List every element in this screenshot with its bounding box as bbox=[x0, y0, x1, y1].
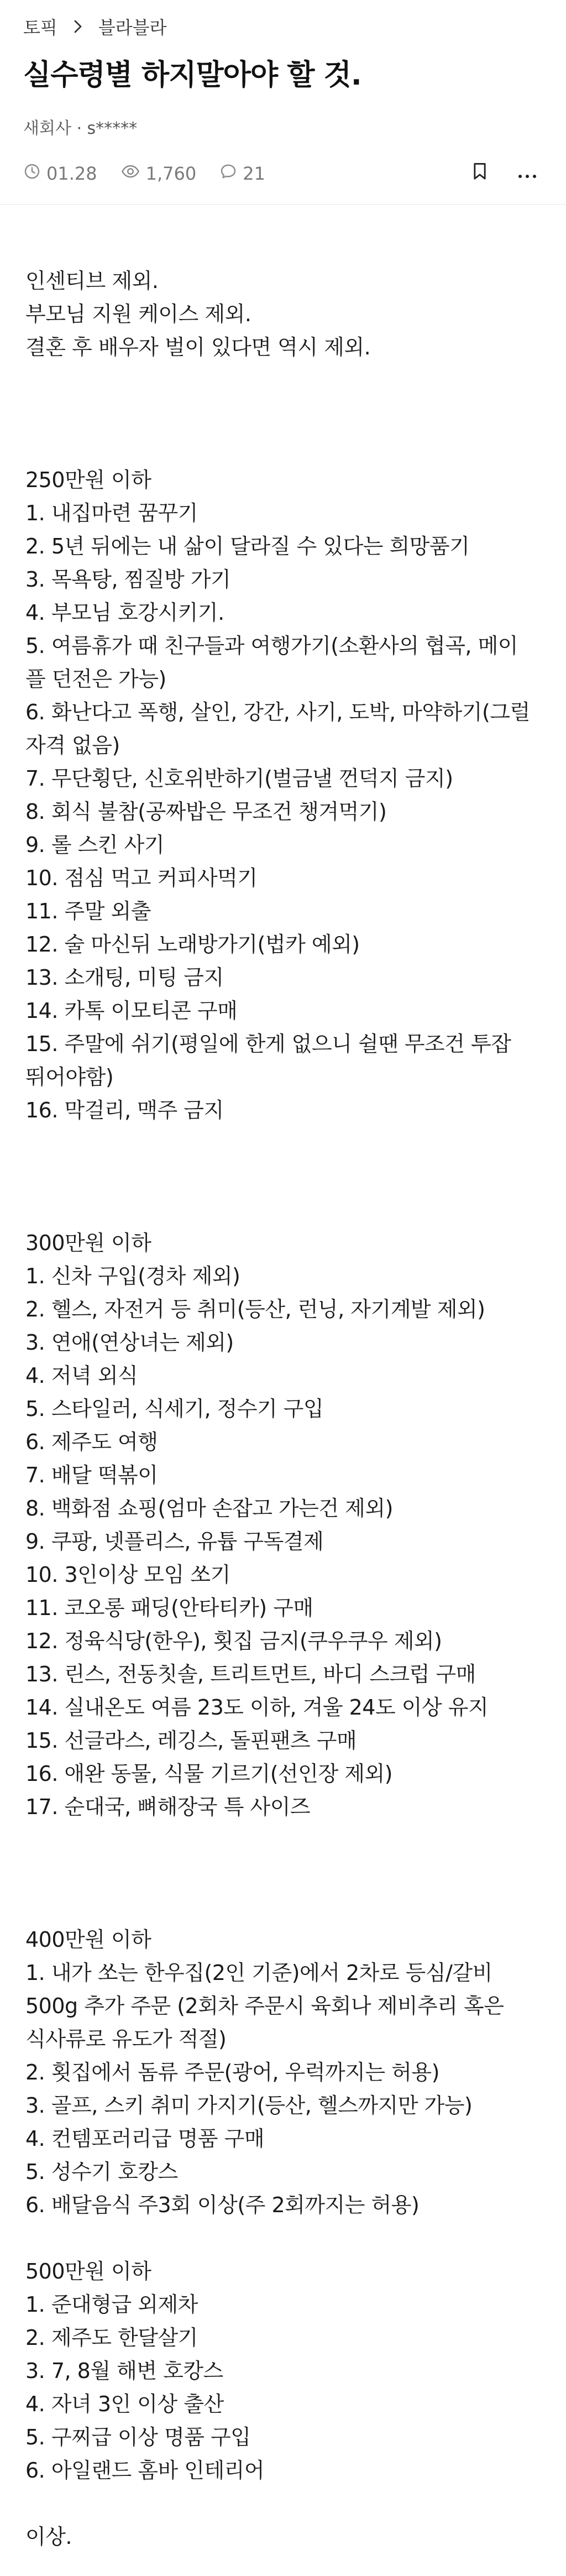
list-item: 5. 여름휴가 때 친구들과 여행가기(소환사의 협곡, 메이 bbox=[25, 634, 518, 658]
list-item: 1. 신차 구입(경차 제외) bbox=[25, 1264, 240, 1288]
list-item: 15. 선글라스, 레깅스, 돌핀팬츠 구매 bbox=[25, 1728, 357, 1753]
list-item: 17. 순대국, 뼈해장국 특 사이즈 bbox=[25, 1795, 311, 1819]
breadcrumb-topic[interactable]: 토픽 bbox=[23, 17, 57, 38]
post-views-value: 1,760 bbox=[145, 163, 197, 184]
post-date-value: 01.28 bbox=[46, 163, 97, 184]
list-item: 3. 연애(연상녀는 제외) bbox=[25, 1330, 234, 1355]
list-item: 6. 제주도 여행 bbox=[25, 1430, 158, 1454]
list-item: 2. 횟집에서 돔류 주문(광어, 우럭까지는 허용) bbox=[25, 2060, 439, 2084]
spacer bbox=[25, 231, 543, 264]
chevron-right-icon bbox=[70, 18, 86, 35]
list-item: 2. 5년 뒤에는 내 삶이 달라질 수 있다는 희망품기 bbox=[25, 534, 470, 558]
list-item: 자격 없음) bbox=[25, 733, 120, 757]
list-item: 7. 무단횡단, 신호위반하기(벌금낼 껀덕지 금지) bbox=[25, 766, 453, 791]
breadcrumb bbox=[0, 0, 566, 53]
list-item: 12. 정육식당(한우), 횟집 금지(쿠우쿠우 제외) bbox=[25, 1629, 442, 1653]
list-item: 6. 화난다고 폭행, 살인, 강간, 사기, 도박, 마약하기(그럴 bbox=[25, 700, 530, 724]
section-heading: 500만원 이하 bbox=[25, 2259, 151, 2284]
list-item: 1. 내집마련 꿈꾸기 bbox=[25, 501, 198, 525]
list-item: 13. 린스, 전동칫솔, 트리트먼트, 바디 스크럽 구매 bbox=[25, 1662, 476, 1686]
list-item: 15. 주말에 쉬기(평일에 한게 없으니 쉴땐 무조건 투잡 bbox=[25, 1032, 511, 1056]
list-item: 2. 헬스, 자전거 등 취미(등산, 런닝, 자기계발 제외) bbox=[25, 1297, 485, 1321]
list-item: 14. 실내온도 여름 23도 이하, 겨울 24도 이상 유지 bbox=[25, 1695, 489, 1720]
comment-icon bbox=[219, 163, 243, 185]
more-icon bbox=[517, 163, 537, 184]
post-meta bbox=[0, 143, 566, 205]
post-title: 실수령별 하지말아야 할 것. bbox=[23, 59, 361, 92]
list-item: 7. 배달 떡볶이 bbox=[25, 1463, 158, 1487]
list-item: 1. 내가 쏘는 한우집(2인 기준)에서 2차로 등심/갈비 bbox=[25, 1961, 492, 1985]
list-item: 4. 컨템포러리급 명품 구매 bbox=[25, 2126, 265, 2151]
list-item: 11. 코오롱 패딩(안타티카) 구매 bbox=[25, 1596, 313, 1620]
section-heading: 400만원 이하 bbox=[25, 1927, 151, 1952]
intro-line: 부모님 지원 케이스 제외. bbox=[25, 302, 251, 326]
list-item: 플 던전은 가능) bbox=[25, 667, 166, 691]
list-item: 14. 카톡 이모티콘 구매 bbox=[25, 999, 238, 1023]
bookmark-button[interactable] bbox=[464, 158, 495, 189]
intro-line: 결혼 후 배우자 벌이 있다면 역시 제외. bbox=[25, 335, 371, 359]
list-item: 16. 막걸리, 맥주 금지 bbox=[25, 1098, 224, 1122]
list-item: 11. 주말 외출 bbox=[25, 899, 151, 923]
list-item: 4. 부모님 호강시키기. bbox=[25, 600, 224, 625]
post-date bbox=[23, 163, 97, 185]
list-item: 3. 골프, 스키 취미 가지기(등산, 헬스까지만 가능) bbox=[25, 2093, 473, 2118]
list-item: 5. 구찌급 이상 명품 구입 bbox=[25, 2425, 251, 2449]
list-item: 9. 쿠팡, 넷플리스, 유튭 구독결제 bbox=[25, 1529, 324, 1554]
section-heading: 300만원 이하 bbox=[25, 1231, 151, 1255]
list-item: 8. 회식 불참(공짜밥은 무조건 챙겨먹기) bbox=[25, 800, 387, 824]
list-item: 6. 아일랜드 홈바 인테리어 bbox=[25, 2458, 265, 2483]
list-item: 4. 자녀 3인 이상 출산 bbox=[25, 2392, 224, 2416]
list-item: 1. 준대형급 외제차 bbox=[25, 2292, 198, 2317]
list-item: 12. 술 마신뒤 노래방가기(법카 예외) bbox=[25, 932, 360, 957]
list-item: 16. 애완 동물, 식물 기르기(선인장 제외) bbox=[25, 1762, 392, 1786]
section-heading: 250만원 이하 bbox=[25, 468, 151, 492]
list-item: 3. 목욕탕, 찜질방 가기 bbox=[25, 567, 231, 592]
post-author[interactable]: 새회사 · s***** bbox=[23, 119, 138, 138]
clock-icon bbox=[23, 163, 46, 185]
list-item: 6. 배달음식 주3회 이상(주 2회까지는 허용) bbox=[25, 2193, 420, 2217]
list-item: 9. 롤 스킨 사기 bbox=[25, 833, 165, 857]
list-item: 2. 제주도 한달살기 bbox=[25, 2326, 198, 2350]
list-item: 8. 백화점 쇼핑(엄마 손잡고 가는건 제외) bbox=[25, 1496, 393, 1520]
bookmark-icon bbox=[471, 162, 489, 185]
eye-icon bbox=[120, 163, 146, 185]
more-button[interactable] bbox=[512, 158, 543, 189]
list-item: 뛰어야함) bbox=[25, 1065, 114, 1089]
post-comments[interactable] bbox=[219, 163, 265, 185]
post-content bbox=[0, 205, 566, 2553]
post-views bbox=[120, 163, 197, 185]
post-comments-value: 21 bbox=[243, 163, 265, 184]
list-item: 13. 소개팅, 미팅 금지 bbox=[25, 965, 224, 990]
outro-line: 이상. bbox=[25, 2525, 72, 2549]
list-item: 10. 점심 먹고 커피사먹기 bbox=[25, 866, 258, 890]
list-item: 10. 3인이상 모임 쏘기 bbox=[25, 1563, 230, 1587]
intro-line: 인센티브 제외. bbox=[25, 269, 159, 293]
list-item: 식사류로 유도가 적절) bbox=[25, 2027, 227, 2051]
list-item: 3. 7, 8월 해변 호캉스 bbox=[25, 2359, 223, 2383]
list-item: 500g 추가 주문 (2회차 주문시 육회나 제비추리 혹은 bbox=[25, 1994, 504, 2018]
list-item: 5. 스타일러, 식세기, 정수기 구입 bbox=[25, 1397, 324, 1421]
breadcrumb-board[interactable]: 블라블라 bbox=[98, 17, 167, 38]
list-item: 5. 성수기 호캉스 bbox=[25, 2160, 178, 2184]
list-item: 4. 저녁 외식 bbox=[25, 1363, 138, 1388]
